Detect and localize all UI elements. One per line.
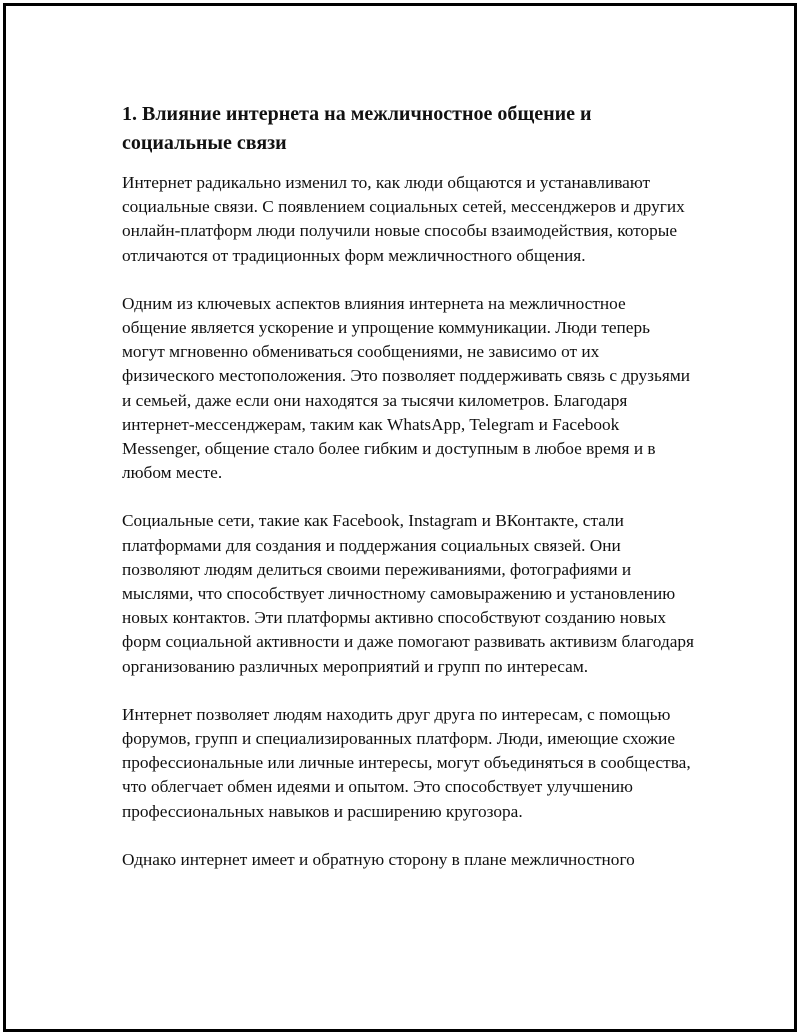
paragraph-4: Интернет позволяет людям находить друг друга по интересам, с помощью форумов, групп и специализированных платформ. Люди, имеющие схожие профессиональные или личные интересы, могут объединяться в сообщества, что облегчает обмен идеями и опытом. Это способствует улучшению профессиональных навыков и расширению кругозора. (122, 704, 691, 821)
paragraph-1: Интернет радикально изменил то, как люди общаются и устанавливают социальные связи. С появлением социальных сетей, мессенджеров и других онлайн-платформ люди получили новые способы взаимодействия, которые отличаются от традиционных форм межличностного общения. (122, 173, 685, 265)
paragraph-2: Одним из ключевых аспектов влияния интернета на межличностное общение является ускорение и упрощение коммуникации. Люди теперь могут мгновенно обмениваться сообщениями, не зависимо от их физического местоположения. Это позволяет поддерживать связь с друзьями и семьей, даже если они находятся за тысячи километров. Благодаря интернет-мессенджерам, таким как WhatsApp, Telegram и Facebook Messenger, общение стало более гибким и доступным в любое время и в любом месте. (122, 293, 691, 483)
page-frame (3, 3, 797, 1032)
paragraph-5: Однако интернет имеет и обратную сторону в плане межличностного (122, 849, 635, 869)
document-body (122, 100, 694, 896)
section-heading: 1. Влияние интернета на межличностное общение и социальные связи (122, 103, 592, 154)
paragraph-3: Социальные сети, такие как Facebook, Instagram и ВКонтакте, стали платформами для создания и поддержания социальных связей. Они позволяют людям делиться своими переживаниями, фотографиями и мыслями, что способствует личностному самовыражению и установлению новых контактов. Эти платформы активно способствуют созданию новых форм социальной активности и даже помогают развивать активизм благодаря организованию различных мероприятий и групп по интересам. (122, 511, 695, 676)
